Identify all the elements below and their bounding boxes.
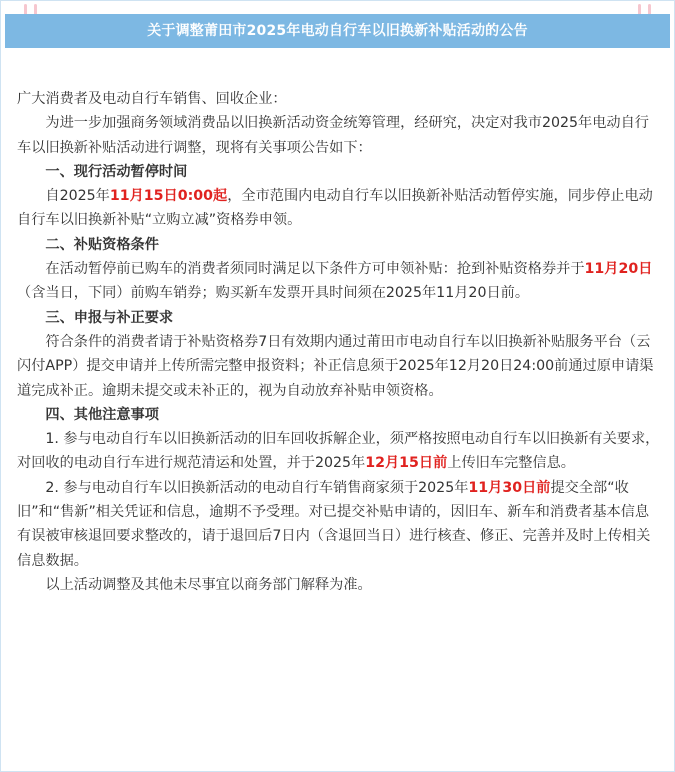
section-2-text-b: （含当日，下同）前购车销券；购买新车发票开具时间须在2025年11月20日前。	[17, 285, 530, 302]
section-2-text-a: 在活动暂停前已购车的消费者须同时满足以下条件方可申领补贴：抢到补贴资格券并于	[45, 261, 585, 278]
section-1-heading: 一、现行活动暂停时间	[45, 163, 188, 180]
section-2-highlight: 11月20日	[584, 261, 653, 278]
section-4-heading: 四、其他注意事项	[45, 406, 159, 423]
salutation: 广大消费者及电动自行车销售、回收企业：	[17, 91, 287, 107]
item-2-text-a: 2. 参与电动自行车以旧换新活动的电动自行车销售商家须于2025年	[45, 479, 469, 496]
item-1-text-b: 上传旧车完整信息。	[447, 455, 575, 472]
notice-title: 关于调整莆田市2025年电动自行车以旧换新补贴活动的公告	[5, 14, 670, 48]
section-4-item-1	[17, 427, 662, 476]
section-1-highlight: 11月15日0:00起	[109, 188, 228, 205]
section-3-heading: 三、申报与补正要求	[45, 309, 174, 326]
title-banner	[1, 1, 674, 55]
item-2-text-b: 提交全部“收旧”和“售新”相关凭证和信息，逾期不予受理。对已提交补贴申请的，因旧车、新车和消费者基本信息有误被审核退回要求整改的，请于退回后7日内（含退回当日）进行核查、修正、完善并及时上传相关信息数据。	[17, 479, 651, 569]
section-4-item-2	[17, 476, 662, 573]
section-1-paragraph	[17, 184, 662, 233]
section-1-text-a: 自2025年	[45, 188, 110, 205]
section-3-paragraph: 符合条件的消费者请于补贴资格券7日有效期内通过莆田市电动自行车以旧换新补贴服务平台（云闪付APP）提交申请并上传所需完整申报资料；补正信息须于2025年12月20日24:00前通过原申请渠道完成补正。逾期未提交或未补正的，视为自动放弃补贴申领资格。	[17, 333, 654, 399]
section-2-paragraph	[17, 257, 662, 306]
notice-body	[17, 87, 662, 597]
section-2-heading: 二、补贴资格条件	[45, 236, 159, 253]
item-1-text-a: 1. 参与电动自行车以旧换新活动的旧车回收拆解企业，须严格按照电动自行车以旧换新有关要求，对回收的电动自行车进行规范清运和处置，并于2025年	[17, 431, 660, 472]
intro-paragraph: 为进一步加强商务领域消费品以旧换新活动资金统筹管理，经研究，决定对我市2025年电动自行车以旧换新补贴活动进行调整，现将有关事项公告如下：	[17, 115, 649, 156]
section-1-text-b: ，全市范围内电动自行车以旧换新补贴活动暂停实施，同步停止电动自行车以旧换新补贴“立购立减”资格券申领。	[17, 188, 653, 229]
item-1-highlight: 12月15日前	[365, 455, 448, 472]
closing-paragraph: 以上活动调整及其他未尽事宜以商务部门解释为准。	[45, 576, 372, 593]
item-2-highlight: 11月30日前	[468, 479, 551, 496]
